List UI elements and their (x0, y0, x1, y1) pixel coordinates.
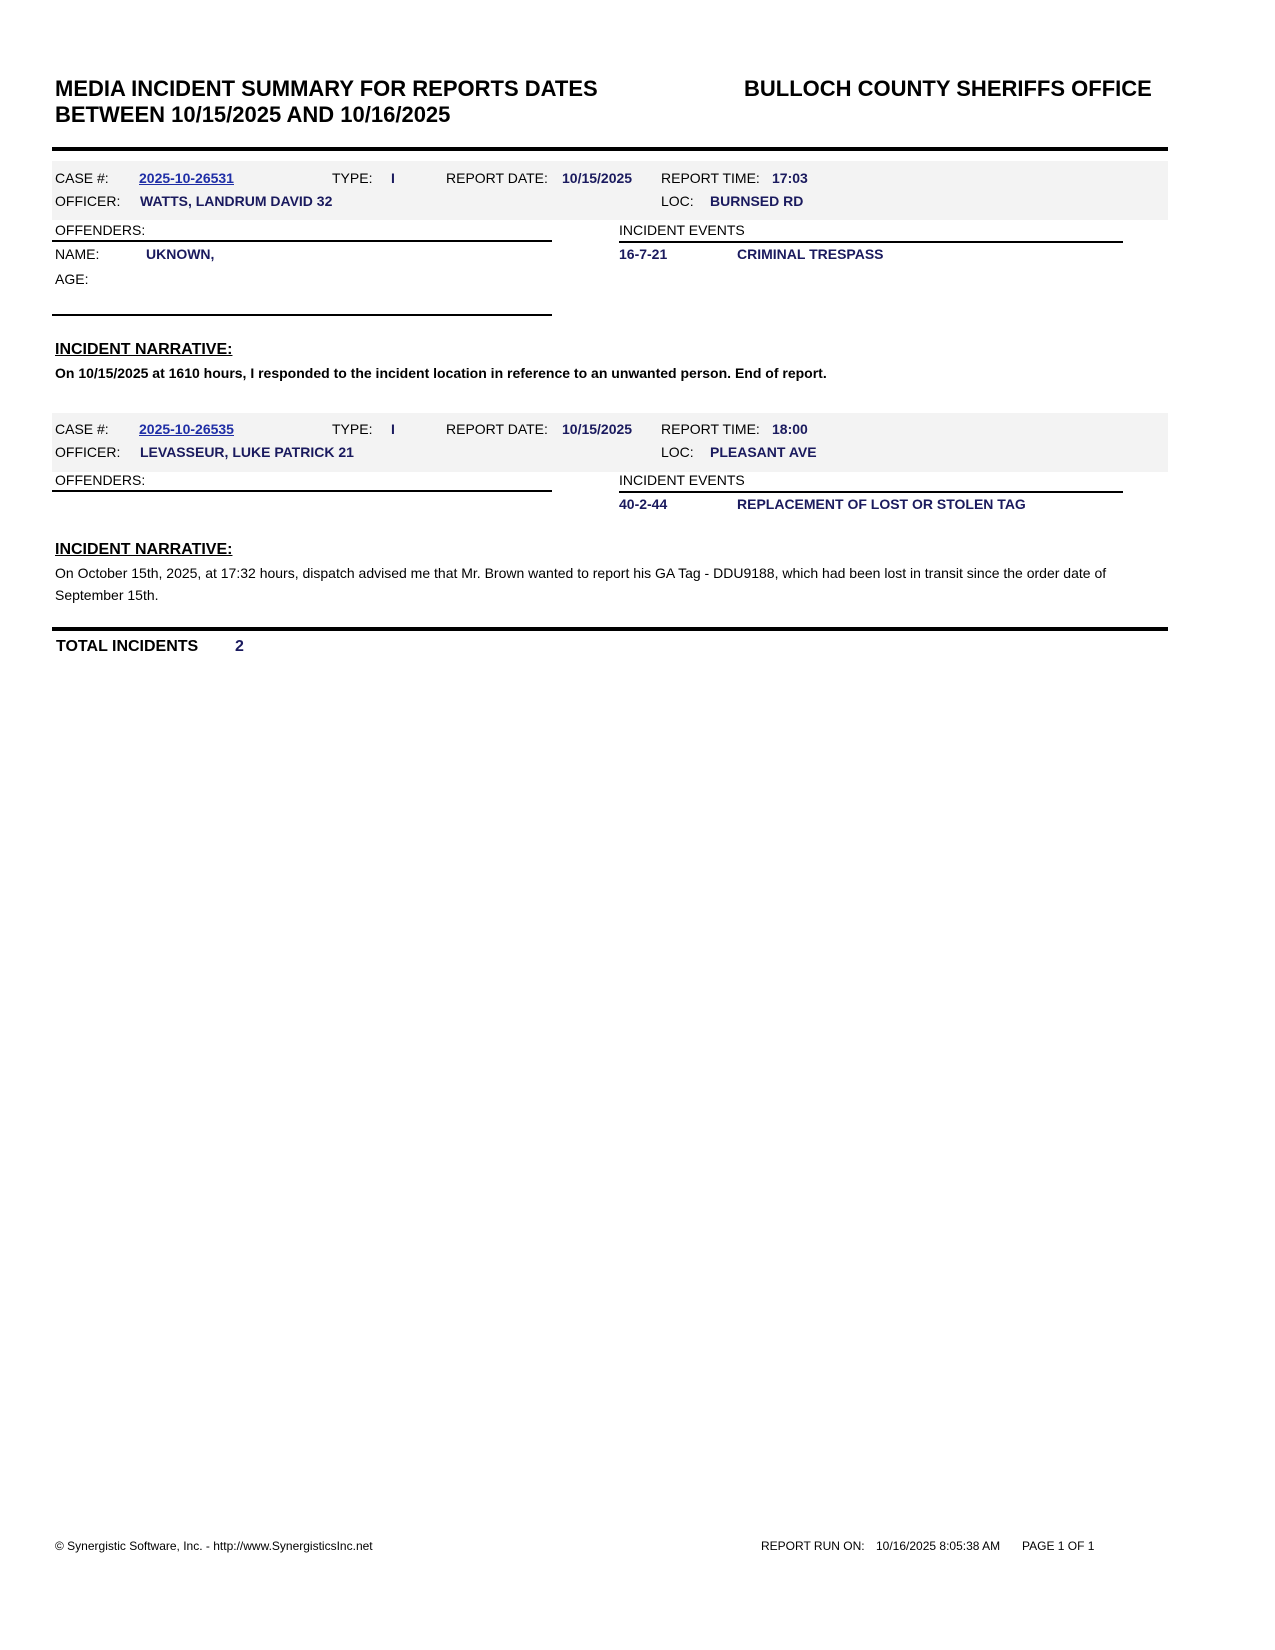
page-number: PAGE 1 OF 1 (1022, 1539, 1095, 1553)
report-title-line2: BETWEEN 10/15/2025 AND 10/16/2025 (55, 102, 451, 127)
report-date-label: REPORT DATE: (446, 421, 548, 437)
narrative-heading: INCIDENT NARRATIVE: (55, 341, 233, 358)
report-date-label: REPORT DATE: (446, 170, 548, 186)
officer-value: WATTS, LANDRUM DAVID 32 (140, 193, 333, 209)
report-run-value: 10/16/2025 8:05:38 AM (876, 1539, 1001, 1553)
total-incidents-value: 2 (235, 638, 244, 655)
loc-label: LOC: (661, 444, 694, 460)
header-divider (52, 147, 1168, 151)
case-number-link[interactable]: 2025-10-26531 (139, 170, 234, 186)
case-label: CASE #: (55, 170, 109, 186)
offenders-label: OFFENDERS: (55, 472, 146, 488)
report-date-value: 10/15/2025 (562, 421, 633, 437)
narrative-heading: INCIDENT NARRATIVE: (55, 541, 233, 558)
event-description: CRIMINAL TRESPASS (737, 246, 884, 262)
event-code: 16-7-21 (619, 246, 668, 262)
events-underline (619, 491, 1123, 493)
incident-events-label: INCIDENT EVENTS (619, 222, 745, 238)
type-value: I (391, 170, 395, 186)
narrative-text: On October 15th, 2025, at 17:32 hours, dispatch advised me that Mr. Brown wanted to report his GA Tag - DDU9188, which had been lost in transit since the order date of September 15th. (55, 565, 1107, 603)
total-incidents-label: TOTAL INCIDENTS (56, 638, 199, 655)
report-time-value: 17:03 (772, 170, 808, 186)
offender-block-bottom-line (52, 314, 552, 316)
offenders-label: OFFENDERS: (55, 222, 146, 238)
agency-name: BULLOCH COUNTY SHERIFFS OFFICE (744, 76, 1152, 101)
loc-label: LOC: (661, 193, 694, 209)
report-time-label: REPORT TIME: (661, 170, 760, 186)
narrative-text: On 10/15/2025 at 1610 hours, I responded to the incident location in reference to an unwanted person. End of report. (55, 365, 827, 381)
offenders-underline (52, 240, 552, 242)
report-date-value: 10/15/2025 (562, 170, 633, 186)
incident-events-label: INCIDENT EVENTS (619, 472, 745, 488)
case-number-link[interactable]: 2025-10-26535 (139, 421, 234, 437)
name-label: NAME: (55, 246, 100, 262)
event-description: REPLACEMENT OF LOST OR STOLEN TAG (737, 496, 1026, 512)
age-label: AGE: (55, 271, 89, 287)
event-code: 40-2-44 (619, 496, 668, 512)
offender-name-value: UKNOWN, (146, 246, 215, 262)
type-label: TYPE: (332, 170, 373, 186)
events-underline (619, 241, 1123, 243)
officer-label: OFFICER: (55, 193, 121, 209)
offenders-underline (52, 490, 552, 492)
officer-label: OFFICER: (55, 444, 121, 460)
copyright-footer: © Synergistic Software, Inc. - http://www.SynergisticsInc.net (55, 1539, 373, 1553)
loc-value: BURNSED RD (710, 193, 804, 209)
report-time-value: 18:00 (772, 421, 808, 437)
type-value: I (391, 421, 395, 437)
type-label: TYPE: (332, 421, 373, 437)
report-run-label: REPORT RUN ON: (761, 1539, 865, 1553)
officer-value: LEVASSEUR, LUKE PATRICK 21 (140, 444, 354, 460)
totals-divider (52, 627, 1168, 631)
report-time-label: REPORT TIME: (661, 421, 760, 437)
case-label: CASE #: (55, 421, 109, 437)
report-title-line1: MEDIA INCIDENT SUMMARY FOR REPORTS DATES (55, 76, 598, 101)
loc-value: PLEASANT AVE (710, 444, 817, 460)
